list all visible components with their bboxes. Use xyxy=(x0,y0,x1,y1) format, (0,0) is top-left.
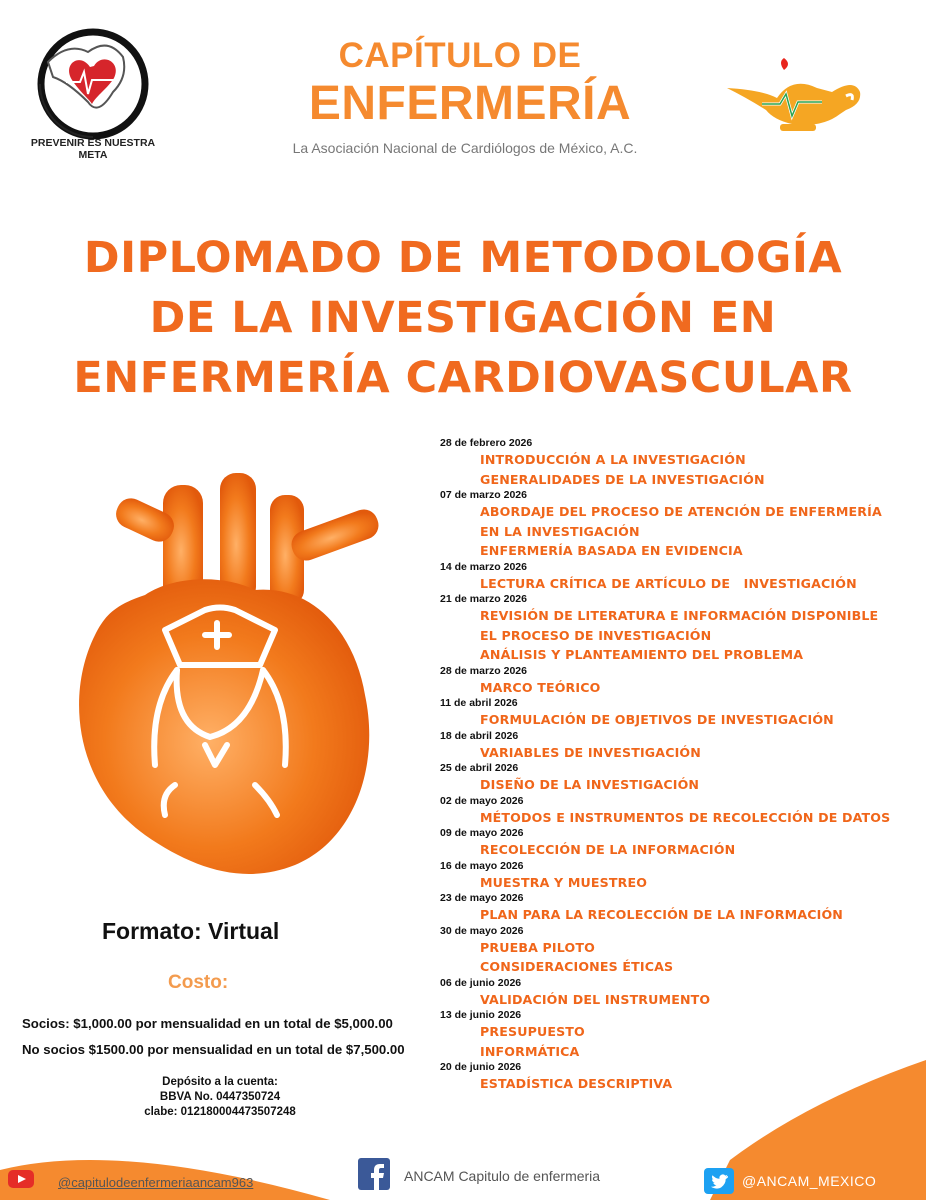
session-topic: GENERALIDADES DE LA INVESTIGACIÓN xyxy=(480,471,765,487)
title-line: DIPLOMADO DE METODOLOGÍA xyxy=(83,233,843,283)
session-topic: EN LA INVESTIGACIÓN xyxy=(480,523,640,539)
session-topic: ESTADÍSTICA DESCRIPTIVA xyxy=(480,1076,673,1091)
format-label: Formato: Virtual xyxy=(102,918,280,944)
schedule-session xyxy=(440,827,926,860)
schedule-session xyxy=(440,561,926,594)
facebook-link[interactable]: ANCAM Capitulo de enfermeria xyxy=(404,1168,601,1184)
schedule-session xyxy=(440,860,926,893)
session-date: 18 de abril 2026 xyxy=(440,729,519,742)
session-date: 28 de febrero 2026 xyxy=(440,437,533,449)
session-topic: ABORDAJE DEL PROCESO DE ATENCIÓN DE ENFERMERÍA xyxy=(480,504,882,519)
bank-account: BBVA No. 0447350724 xyxy=(159,1091,281,1103)
ancam-logo xyxy=(28,22,158,152)
logo-tagline: PREVENIR ES NUESTRA META xyxy=(30,137,156,161)
session-topic: EL PROCESO DE INVESTIGACIÓN xyxy=(480,627,712,643)
session-date: 07 de marzo 2026 xyxy=(440,489,527,501)
twitter-icon[interactable] xyxy=(704,1168,734,1194)
session-topic: ENFERMERÍA BASADA EN EVIDENCIA xyxy=(480,543,743,558)
session-date: 23 de mayo 2026 xyxy=(440,892,524,904)
schedule-session xyxy=(440,730,926,763)
nursing-heading: ENFERMERÍA xyxy=(308,77,632,130)
facebook-icon[interactable] xyxy=(358,1158,390,1190)
session-topic: REVISIÓN DE LITERATURA E INFORMACIÓN DISPONIBLE xyxy=(480,608,879,623)
schedule-session xyxy=(440,697,926,730)
session-date: 20 de junio 2026 xyxy=(440,1061,522,1073)
member-price: Socios: $1,000.00 por mensualidad en un total de $5,000.00 xyxy=(22,1016,393,1031)
schedule-session xyxy=(440,1009,926,1061)
schedule-session xyxy=(440,762,926,795)
session-topic: INTRODUCCIÓN A LA INVESTIGACIÓN xyxy=(480,452,746,467)
youtube-icon[interactable] xyxy=(8,1170,34,1188)
chapter-heading: CAPÍTULO DE xyxy=(338,36,582,75)
session-topic: MÉTODOS E INSTRUMENTOS DE RECOLECCIÓN DE DATOS xyxy=(480,809,891,825)
session-date: 14 de marzo 2026 xyxy=(440,560,527,573)
schedule-session xyxy=(440,593,926,665)
session-topic: CONSIDERACIONES ÉTICAS xyxy=(480,959,674,974)
title-line: DE LA INVESTIGACIÓN EN xyxy=(149,293,777,343)
heart-nurse-illustration xyxy=(55,465,385,895)
session-topic: MUESTRA Y MUESTREO xyxy=(480,874,648,890)
session-date: 02 de mayo 2026 xyxy=(440,794,524,807)
deposit-label: Depósito a la cuenta: xyxy=(162,1076,278,1088)
session-date: 28 de marzo 2026 xyxy=(440,664,527,677)
session-date: 21 de marzo 2026 xyxy=(440,593,527,605)
schedule-session xyxy=(440,665,926,698)
session-topic: FORMULACIÓN DE OBJETIVOS DE INVESTIGACIÓN xyxy=(480,712,834,727)
session-topic: PRESUPUESTO xyxy=(480,1024,585,1039)
session-topic: LECTURA CRÍTICA DE ARTÍCULO DE INVESTIGACIÓN xyxy=(480,575,857,591)
schedule-session xyxy=(440,925,926,977)
schedule-session xyxy=(440,489,926,561)
schedule-session xyxy=(440,437,926,489)
cost-heading: Costo: xyxy=(168,972,229,993)
session-topic: DISEÑO DE LA INVESTIGACIÓN xyxy=(480,777,700,792)
session-date: 11 de abril 2026 xyxy=(440,697,518,709)
nonmember-price: No socios $1500.00 por mensualidad en un total de $7,500.00 xyxy=(22,1042,405,1057)
session-topic: VALIDACIÓN DEL INSTRUMENTO xyxy=(480,991,711,1007)
session-topic: RECOLECCIÓN DE LA INFORMACIÓN xyxy=(480,842,736,857)
session-topic: ANÁLISIS Y PLANTEAMIENTO DEL PROBLEMA xyxy=(480,647,804,662)
session-date: 16 de mayo 2026 xyxy=(440,859,524,872)
session-topic: VARIABLES DE INVESTIGACIÓN xyxy=(480,744,701,760)
session-date: 30 de mayo 2026 xyxy=(440,924,524,937)
session-date: 06 de junio 2026 xyxy=(440,976,522,989)
session-date: 09 de mayo 2026 xyxy=(440,827,524,839)
session-topic: PRUEBA PILOTO xyxy=(480,939,595,955)
youtube-link[interactable]: @capitulodeenfermeriaancam963 xyxy=(58,1175,254,1190)
course-title xyxy=(0,228,926,408)
session-topic: PLAN PARA LA RECOLECCIÓN DE LA INFORMACIÓN xyxy=(480,907,843,922)
nursing-lamp-icon xyxy=(722,58,872,148)
association-name: La Asociación Nacional de Cardiólogos de México, A.C. xyxy=(292,140,638,156)
session-date: 13 de junio 2026 xyxy=(440,1009,522,1021)
clabe-number: clabe: 012180004473507248 xyxy=(144,1106,296,1118)
session-topic: MARCO TEÓRICO xyxy=(480,679,601,695)
title-line: ENFERMERÍA CARDIOVASCULAR xyxy=(73,353,853,403)
schedule-session xyxy=(440,977,926,1010)
deposit-info xyxy=(140,1075,300,1120)
course-schedule xyxy=(440,437,926,1094)
session-topic: INFORMÁTICA xyxy=(480,1043,580,1059)
session-date: 25 de abril 2026 xyxy=(440,762,519,774)
footer-wave-left xyxy=(0,1140,330,1200)
schedule-session xyxy=(440,892,926,925)
schedule-session xyxy=(440,795,926,828)
twitter-link[interactable]: @ANCAM_MEXICO xyxy=(742,1173,877,1189)
